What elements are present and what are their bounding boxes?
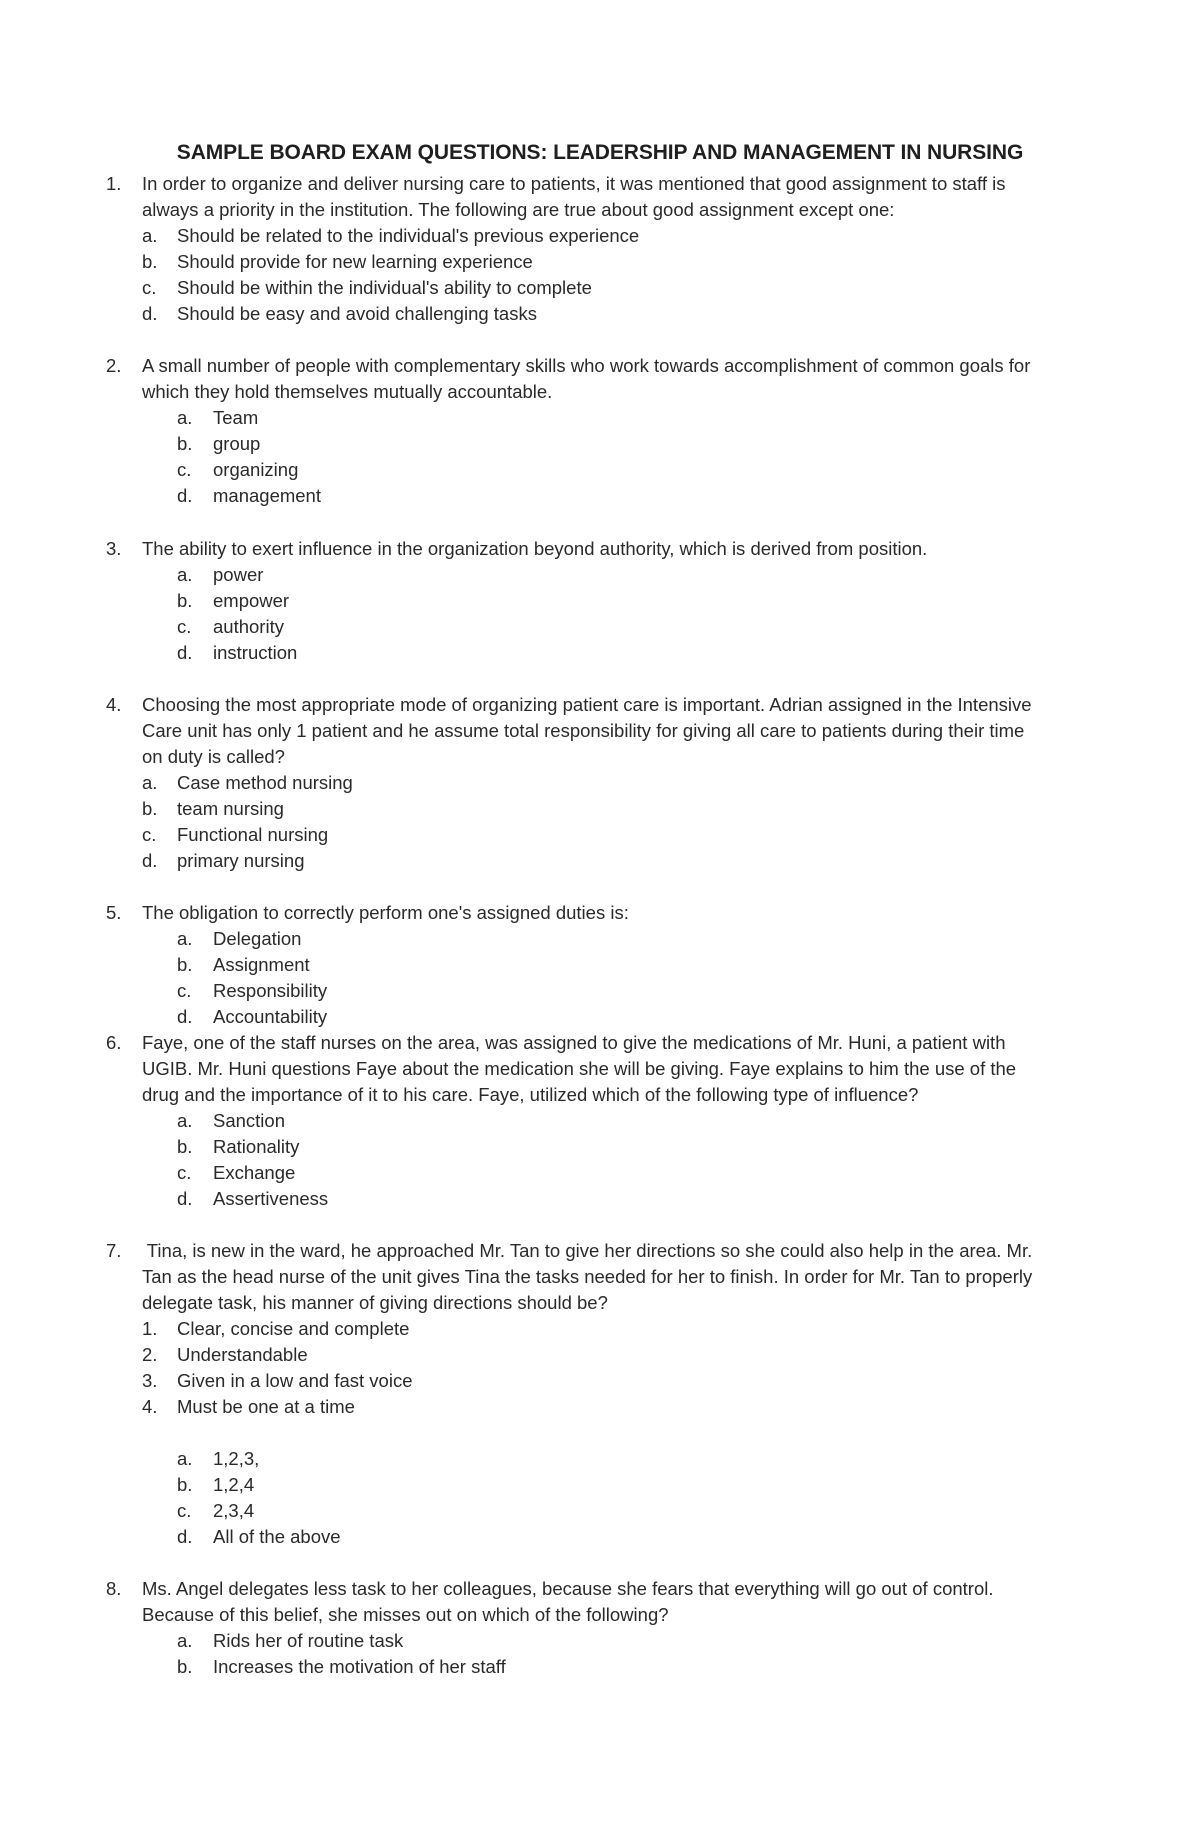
option-label: d. (142, 303, 158, 324)
option-label: d. (177, 1006, 193, 1027)
option-label: a. (142, 225, 158, 246)
option-text: Functional nursing (177, 824, 329, 845)
statement-label: 1. (142, 1318, 158, 1339)
option-text: Case method nursing (177, 772, 353, 793)
option-text: management (213, 485, 321, 506)
question-text: Because of this belief, she misses out on which of the following? (142, 1604, 669, 1625)
question-number: 8. (106, 1578, 122, 1599)
option-label: c. (142, 824, 157, 845)
option-label: b. (177, 1136, 193, 1157)
question-number: 2. (106, 355, 122, 376)
question-text: always a priority in the institution. The following are true about good assignment except one: (142, 199, 895, 220)
option-label: a. (177, 1110, 193, 1131)
option-text: Should be within the individual's ability to complete (177, 277, 592, 298)
option-text: organizing (213, 459, 299, 480)
option-text: Sanction (213, 1110, 285, 1131)
option-label: c. (177, 459, 192, 480)
option-label: d. (142, 850, 158, 871)
option-text: 2,3,4 (213, 1500, 255, 1521)
page-title: SAMPLE BOARD EXAM QUESTIONS: LEADERSHIP AND MANAGEMENT IN NURSING (176, 141, 1024, 164)
question-text: Care unit has only 1 patient and he assume total responsibility for giving all care to patients during their time (142, 720, 1025, 741)
option-text: Rationality (213, 1136, 300, 1157)
option-label: c. (177, 980, 192, 1001)
question-number: 5. (106, 902, 122, 923)
option-text: Responsibility (213, 980, 328, 1001)
option-label: b. (142, 798, 158, 819)
option-text: Accountability (213, 1006, 328, 1027)
question-text: which they hold themselves mutually accountable. (142, 381, 553, 402)
option-label: b. (177, 1656, 193, 1677)
question-number: 6. (106, 1032, 122, 1053)
option-text: primary nursing (177, 850, 305, 871)
option-label: d. (177, 1188, 193, 1209)
option-label: b. (177, 590, 193, 611)
option-label: a. (142, 772, 158, 793)
statement-text: Must be one at a time (177, 1396, 355, 1417)
statement-text: Given in a low and fast voice (177, 1370, 413, 1391)
option-label: d. (177, 642, 193, 663)
question-text: Ms. Angel delegates less task to her colleagues, because she fears that everything will go out of control. (142, 1578, 994, 1599)
statement-label: 3. (142, 1370, 158, 1391)
question-text: Tan as the head nurse of the unit gives Tina the tasks needed for her to finish. In order for Mr. Tan to properly (142, 1266, 1033, 1287)
option-text: 1,2,4 (213, 1474, 255, 1495)
statement-label: 2. (142, 1344, 158, 1365)
option-text: Increases the motivation of her staff (213, 1656, 506, 1677)
option-text: Rids her of routine task (213, 1630, 404, 1651)
option-text: All of the above (213, 1526, 341, 1547)
option-label: b. (177, 433, 193, 454)
question-number: 7. (106, 1240, 122, 1261)
statement-text: Understandable (177, 1344, 308, 1365)
option-label: a. (177, 1630, 193, 1651)
question-number: 4. (106, 694, 122, 715)
question-text: Choosing the most appropriate mode of organizing patient care is important. Adrian assigned in the Intensive (142, 694, 1032, 715)
option-text: 1,2,3, (213, 1448, 260, 1469)
option-text: team nursing (177, 798, 284, 819)
option-label: a. (177, 407, 193, 428)
option-label: d. (177, 485, 193, 506)
option-text: Exchange (213, 1162, 296, 1183)
question-text: delegate task, his manner of giving directions should be? (142, 1292, 608, 1313)
question-text: In order to organize and deliver nursing care to patients, it was mentioned that good assignment to staff is (142, 173, 1006, 194)
option-text: Assertiveness (213, 1188, 329, 1209)
option-label: c. (177, 1162, 192, 1183)
option-text: Delegation (213, 928, 302, 949)
option-label: b. (177, 1474, 193, 1495)
question-number: 1. (106, 173, 122, 194)
option-text: group (213, 433, 261, 454)
option-text: instruction (213, 642, 298, 663)
question-text: UGIB. Mr. Huni questions Faye about the medication she will be giving. Faye explains to him the use of the (142, 1058, 1017, 1079)
option-label: a. (177, 928, 193, 949)
question-text: Faye, one of the staff nurses on the area, was assigned to give the medications of Mr. Huni, a patient with (142, 1032, 1006, 1053)
option-text: empower (213, 590, 290, 611)
option-label: c. (177, 616, 192, 637)
option-text: Should provide for new learning experience (177, 251, 533, 272)
option-label: c. (177, 1500, 192, 1521)
option-label: a. (177, 564, 193, 585)
question-text: The ability to exert influence in the organization beyond authority, which is derived from position. (142, 538, 928, 559)
option-text: authority (213, 616, 284, 637)
option-label: a. (177, 1448, 193, 1469)
option-label: b. (142, 251, 158, 272)
question-text: on duty is called? (142, 746, 285, 767)
option-label: d. (177, 1526, 193, 1547)
question-text: The obligation to correctly perform one's assigned duties is: (142, 902, 629, 923)
option-text: Assignment (213, 954, 310, 975)
option-text: Should be related to the individual's previous experience (177, 225, 640, 246)
question-number: 3. (106, 538, 122, 559)
question-text: A small number of people with complementary skills who work towards accomplishment of common goals for (142, 355, 1031, 376)
statement-label: 4. (142, 1396, 158, 1417)
option-text: power (213, 564, 264, 585)
option-label: c. (142, 277, 157, 298)
option-text: Team (213, 407, 259, 428)
question-text: drug and the importance of it to his care. Faye, utilized which of the following type of influence? (142, 1084, 919, 1105)
question-text: Tina, is new in the ward, he approached Mr. Tan to give her directions so she could also help in the area. Mr. (142, 1240, 1033, 1261)
option-text: Should be easy and avoid challenging tasks (177, 303, 537, 324)
option-label: b. (177, 954, 193, 975)
statement-text: Clear, concise and complete (177, 1318, 410, 1339)
